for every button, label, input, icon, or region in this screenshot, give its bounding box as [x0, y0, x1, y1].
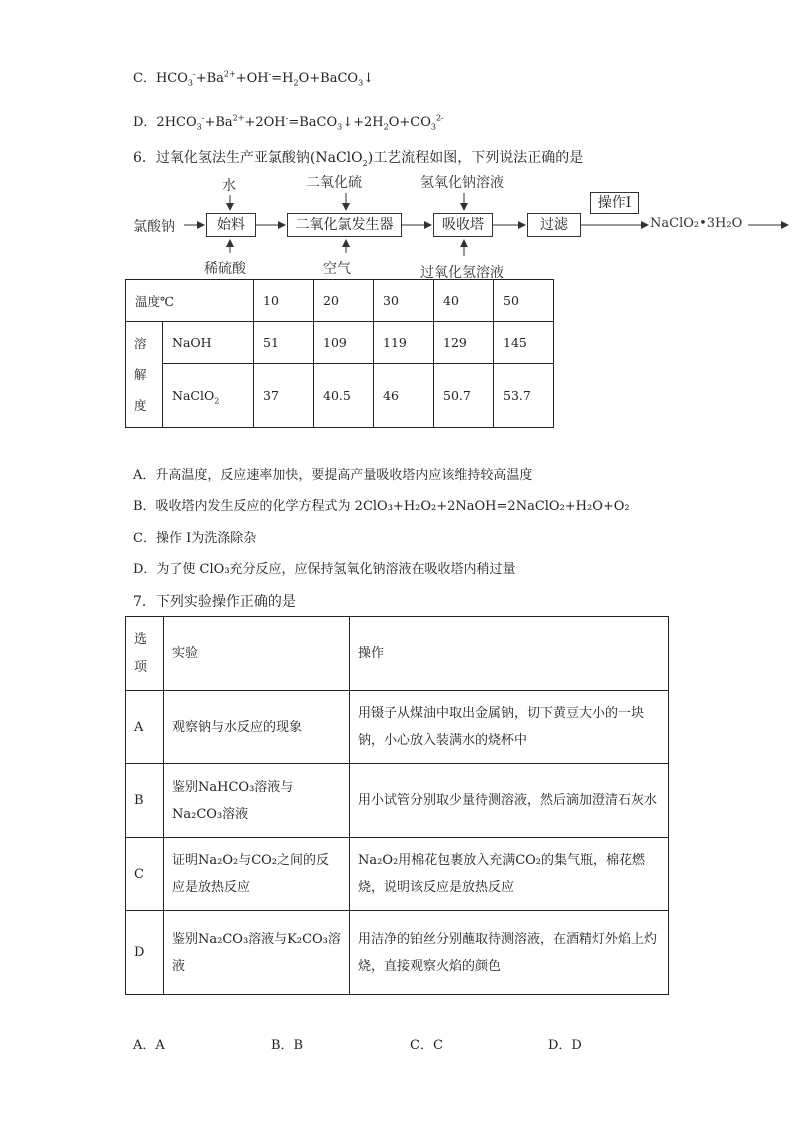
row-operation: 用小试管分别取少量待测溶液，然后滴加澄清石灰水 [350, 764, 669, 838]
flow-top-label-water: 水 [222, 178, 236, 194]
flow-diagram-arrows [0, 0, 794, 290]
row-operation: 用镊子从煤油中取出金属钠，切下黄豆大小的一块钠，小心放入装满水的烧杯中 [350, 691, 669, 764]
header-experiment: 实验 [164, 617, 350, 691]
q6-option-a: A．升高温度，反应速率加快，要提高产量吸收塔内应该维持较高温度 [133, 468, 533, 483]
naclo2-value: 46 [374, 364, 434, 428]
naclo2-value: 50.7 [434, 364, 494, 428]
naoh-value: 145 [494, 322, 554, 364]
header-operation: 操作 [350, 617, 669, 691]
q6-option-d: D．为了使 ClO₃充分反应，应保持氢氧化钠溶液在吸收塔内稍过量 [133, 562, 516, 577]
question-6-title: 6．过氧化氢法生产亚氯酸钠(NaClO$_2$)工艺流程如图，下列说法正确的是 [133, 150, 584, 168]
flow-operation-box: 操作I [590, 192, 639, 214]
q6-option-b: B．吸收塔内发生反应的化学方程式为 2ClO₃+H₂O₂+2NaOH=2NaClO₂+H₂O+O₂ [133, 499, 630, 514]
naoh-value: 119 [374, 322, 434, 364]
row-option: C [126, 838, 164, 911]
temp-cell: 10 [254, 280, 314, 322]
answer-c[interactable]: C．C [410, 1038, 443, 1053]
flow-box-filter: 过滤 [527, 213, 581, 237]
temp-header: 温度℃ [126, 280, 254, 322]
row-experiment: 观察钠与水反应的现象 [164, 691, 350, 764]
solubility-label: 溶 解 度 [126, 322, 163, 428]
row-operation: 用洁净的铂丝分别蘸取待测溶液，在酒精灯外焰上灼烧，直接观察火焰的颜色 [350, 911, 669, 995]
flow-product-label: NaClO₂•3H₂O [650, 216, 743, 231]
row-option: D [126, 911, 164, 995]
flow-box-absorber: 吸收塔 [433, 213, 493, 237]
answer-d[interactable]: D．D [548, 1038, 582, 1053]
naclo2-value: 53.7 [494, 364, 554, 428]
temp-cell: 40 [434, 280, 494, 322]
flow-bottom-label-acid: 稀硫酸 [204, 261, 246, 277]
header-option: 选 项 [126, 617, 164, 691]
experiment-table [125, 616, 669, 995]
naclo2-label: NaClO$_2$ [163, 364, 254, 428]
q6-option-c: C．操作 I为洗涤除杂 [133, 531, 257, 546]
temp-cell: 20 [314, 280, 374, 322]
row-experiment: 证明Na₂O₂与CO₂之间的反应是放热反应 [164, 838, 350, 911]
temp-cell: 50 [494, 280, 554, 322]
row-option: A [126, 691, 164, 764]
naclo2-value: 37 [254, 364, 314, 428]
flow-box-start: 始料 [206, 213, 256, 237]
flow-bottom-label-h2o2: 过氧化氢溶液 [420, 265, 504, 281]
option-d-equation: D．$2HCO_3^-+Ba^{2+}+2OH^-=BaCO_3↓+2H_2O+CO_3^{2-}$ [133, 113, 444, 132]
temp-cell: 30 [374, 280, 434, 322]
answer-a[interactable]: A．A [133, 1038, 165, 1053]
row-operation: Na₂O₂用棉花包裹放入充满CO₂的集气瓶，棉花燃烧，说明该反应是放热反应 [350, 838, 669, 911]
row-experiment: 鉴别NaHCO₃溶液与Na₂CO₃溶液 [164, 764, 350, 838]
question-7-title: 7．下列实验操作正确的是 [133, 594, 296, 610]
flow-box-generator: 二氧化氯发生器 [287, 213, 402, 237]
row-experiment: 鉴别Na₂CO₃溶液与K₂CO₃溶液 [164, 911, 350, 995]
flow-input-label: 氯酸钠 [133, 219, 175, 235]
naoh-value: 109 [314, 322, 374, 364]
solubility-table [125, 279, 554, 428]
flow-top-label-so2: 二氧化硫 [306, 175, 362, 191]
flow-bottom-label-air: 空气 [323, 261, 351, 277]
naclo2-value: 40.5 [314, 364, 374, 428]
row-option: B [126, 764, 164, 838]
naoh-label: NaOH [163, 322, 254, 364]
answer-b[interactable]: B．B [271, 1038, 304, 1053]
naoh-value: 51 [254, 322, 314, 364]
option-c-equation: C．$HCO_3^-+Ba^{2+}+OH^-=H_2O+BaCO_3↓$ [133, 69, 375, 88]
flow-top-label-naoh: 氢氧化钠溶液 [420, 175, 504, 191]
naoh-value: 129 [434, 322, 494, 364]
